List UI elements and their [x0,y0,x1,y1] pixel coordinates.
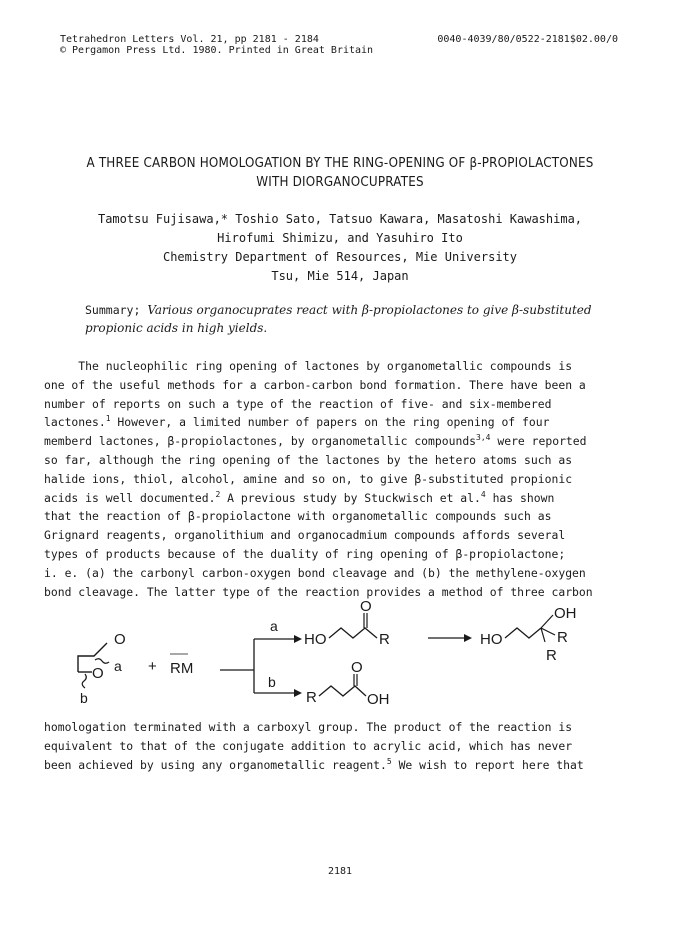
hydroxy-label: HO [304,631,327,648]
ring-oxygen-label: O [92,665,104,682]
substituent-r-label: R [557,629,568,646]
hydroxy-label: HO [480,631,503,648]
reference-marker: 3,4 [476,433,491,443]
body-line: number of reports on such a type of the reaction of five- and six-membered [44,396,552,411]
body-line: so far, although the ring opening of the lactones by the hetero atoms such as [44,452,573,467]
tertiary-alcohol-product [480,605,577,664]
author-list [40,210,640,286]
path-label-a: a [270,618,278,634]
carbonyl-oxygen-label: O [114,631,126,648]
cleavage-label-a: a [114,658,122,674]
body-line: Grignard reagents, organolithium and organocadmium compounds affords several [44,528,566,543]
ketone-oxygen-label: O [360,598,372,615]
page-number: 2181 [327,866,353,877]
body-paragraph-2 [44,718,639,774]
alcohol-oh-label: OH [554,605,577,622]
reference-marker: 1 [105,414,111,424]
title-line-1: A THREE CARBON HOMOLOGATION BY THE RING-OPENING OF β-PROPIOLACTONES [86,156,594,171]
cleavage-label-b: b [80,690,88,706]
authors-line-1: Tamotsu Fujisawa,* Toshio Sato, Tatsuo Kawara, Masatoshi Kawashima, [97,212,583,226]
body-line: memberd lactones, β-propiolactones, by organometallic compounds$^{3,4}$ were reported [44,433,587,449]
path-label-b: b [268,674,276,690]
title-line-2: WITH DIORGANOCUPRATES [256,175,424,190]
lactone-structure [78,631,126,706]
affiliation-line-2: Tsu, Mie 514, Japan [271,269,409,283]
body-line: types of products because of the duality of ring opening of β-propiolactone; [44,546,566,561]
summary-text-2: propionic acids in high yields. [85,321,268,335]
journal-citation: Tetrahedron Letters Vol. 21, pp 2181 - 2184 [60,34,319,45]
article-code: 0040-4039/80/0522-2181$02.00/0 [437,34,618,45]
body-line: been achieved by using any organometallic reagent.$^5$ We wish to report here that [44,756,584,772]
substituent-r-label: R [379,631,390,648]
reference-marker: 5 [386,756,392,766]
copyright-line: © Pergamon Press Ltd. 1980. Printed in Great Britain [60,45,374,56]
reference-marker: 4 [480,489,486,499]
body-line: bond cleavage. The latter type of the reaction provides a method of three carbon [44,584,593,599]
body-line: The nucleophilic ring opening of lactones by organometallic compounds is [44,359,573,373]
summary-text-1: Various organocuprates react with β-propiolactones to give β-substituted [147,303,592,317]
body-line: homologation terminated with a carboxyl group. The product of the reaction is [44,720,573,734]
reference-marker: 2 [215,489,221,499]
propionic-acid-product [306,659,390,708]
body-line: acids is well documented.$^2$ A previous study by Stuckwisch et al.$^4$ has shown [44,489,555,505]
body-line: one of the useful methods for a carbon-carbon bond formation. There have been a [44,377,586,392]
authors-line-2: Hirofumi Shimizu, and Yasuhiro Ito [217,231,463,245]
reagent-label: RM [170,660,194,677]
article-title [64,154,616,192]
substituent-r-label: R [306,689,317,706]
body-line: equivalent to that of the conjugate addition to acrylic acid, which has never [44,738,573,753]
summary-label: Summary; [85,303,141,317]
acid-oh-label: OH [367,691,390,708]
body-line: that the reaction of β-propiolactone with organometallic compounds such as [44,509,552,524]
body-line: halide ions, thiol, alcohol, amine and so on, to give β-substituted propionic [44,471,573,486]
plus-sign: + [148,658,157,675]
body-paragraph-1 [44,357,639,601]
reaction-scheme [70,598,630,710]
keto-alcohol-product [304,598,390,648]
body-line: i. e. (a) the carbonyl carbon-oxygen bond cleavage and (b) the methylene-oxygen [44,565,586,580]
affiliation-line-1: Chemistry Department of Resources, Mie University [162,250,517,264]
substituent-r-label: R [546,647,557,664]
summary-block [85,301,605,337]
body-line: lactones.$^1$ However, a limited number of papers on the ring opening of four [44,414,550,430]
acid-carbonyl-oxygen-label: O [351,659,363,676]
branch-arrows [220,618,302,697]
